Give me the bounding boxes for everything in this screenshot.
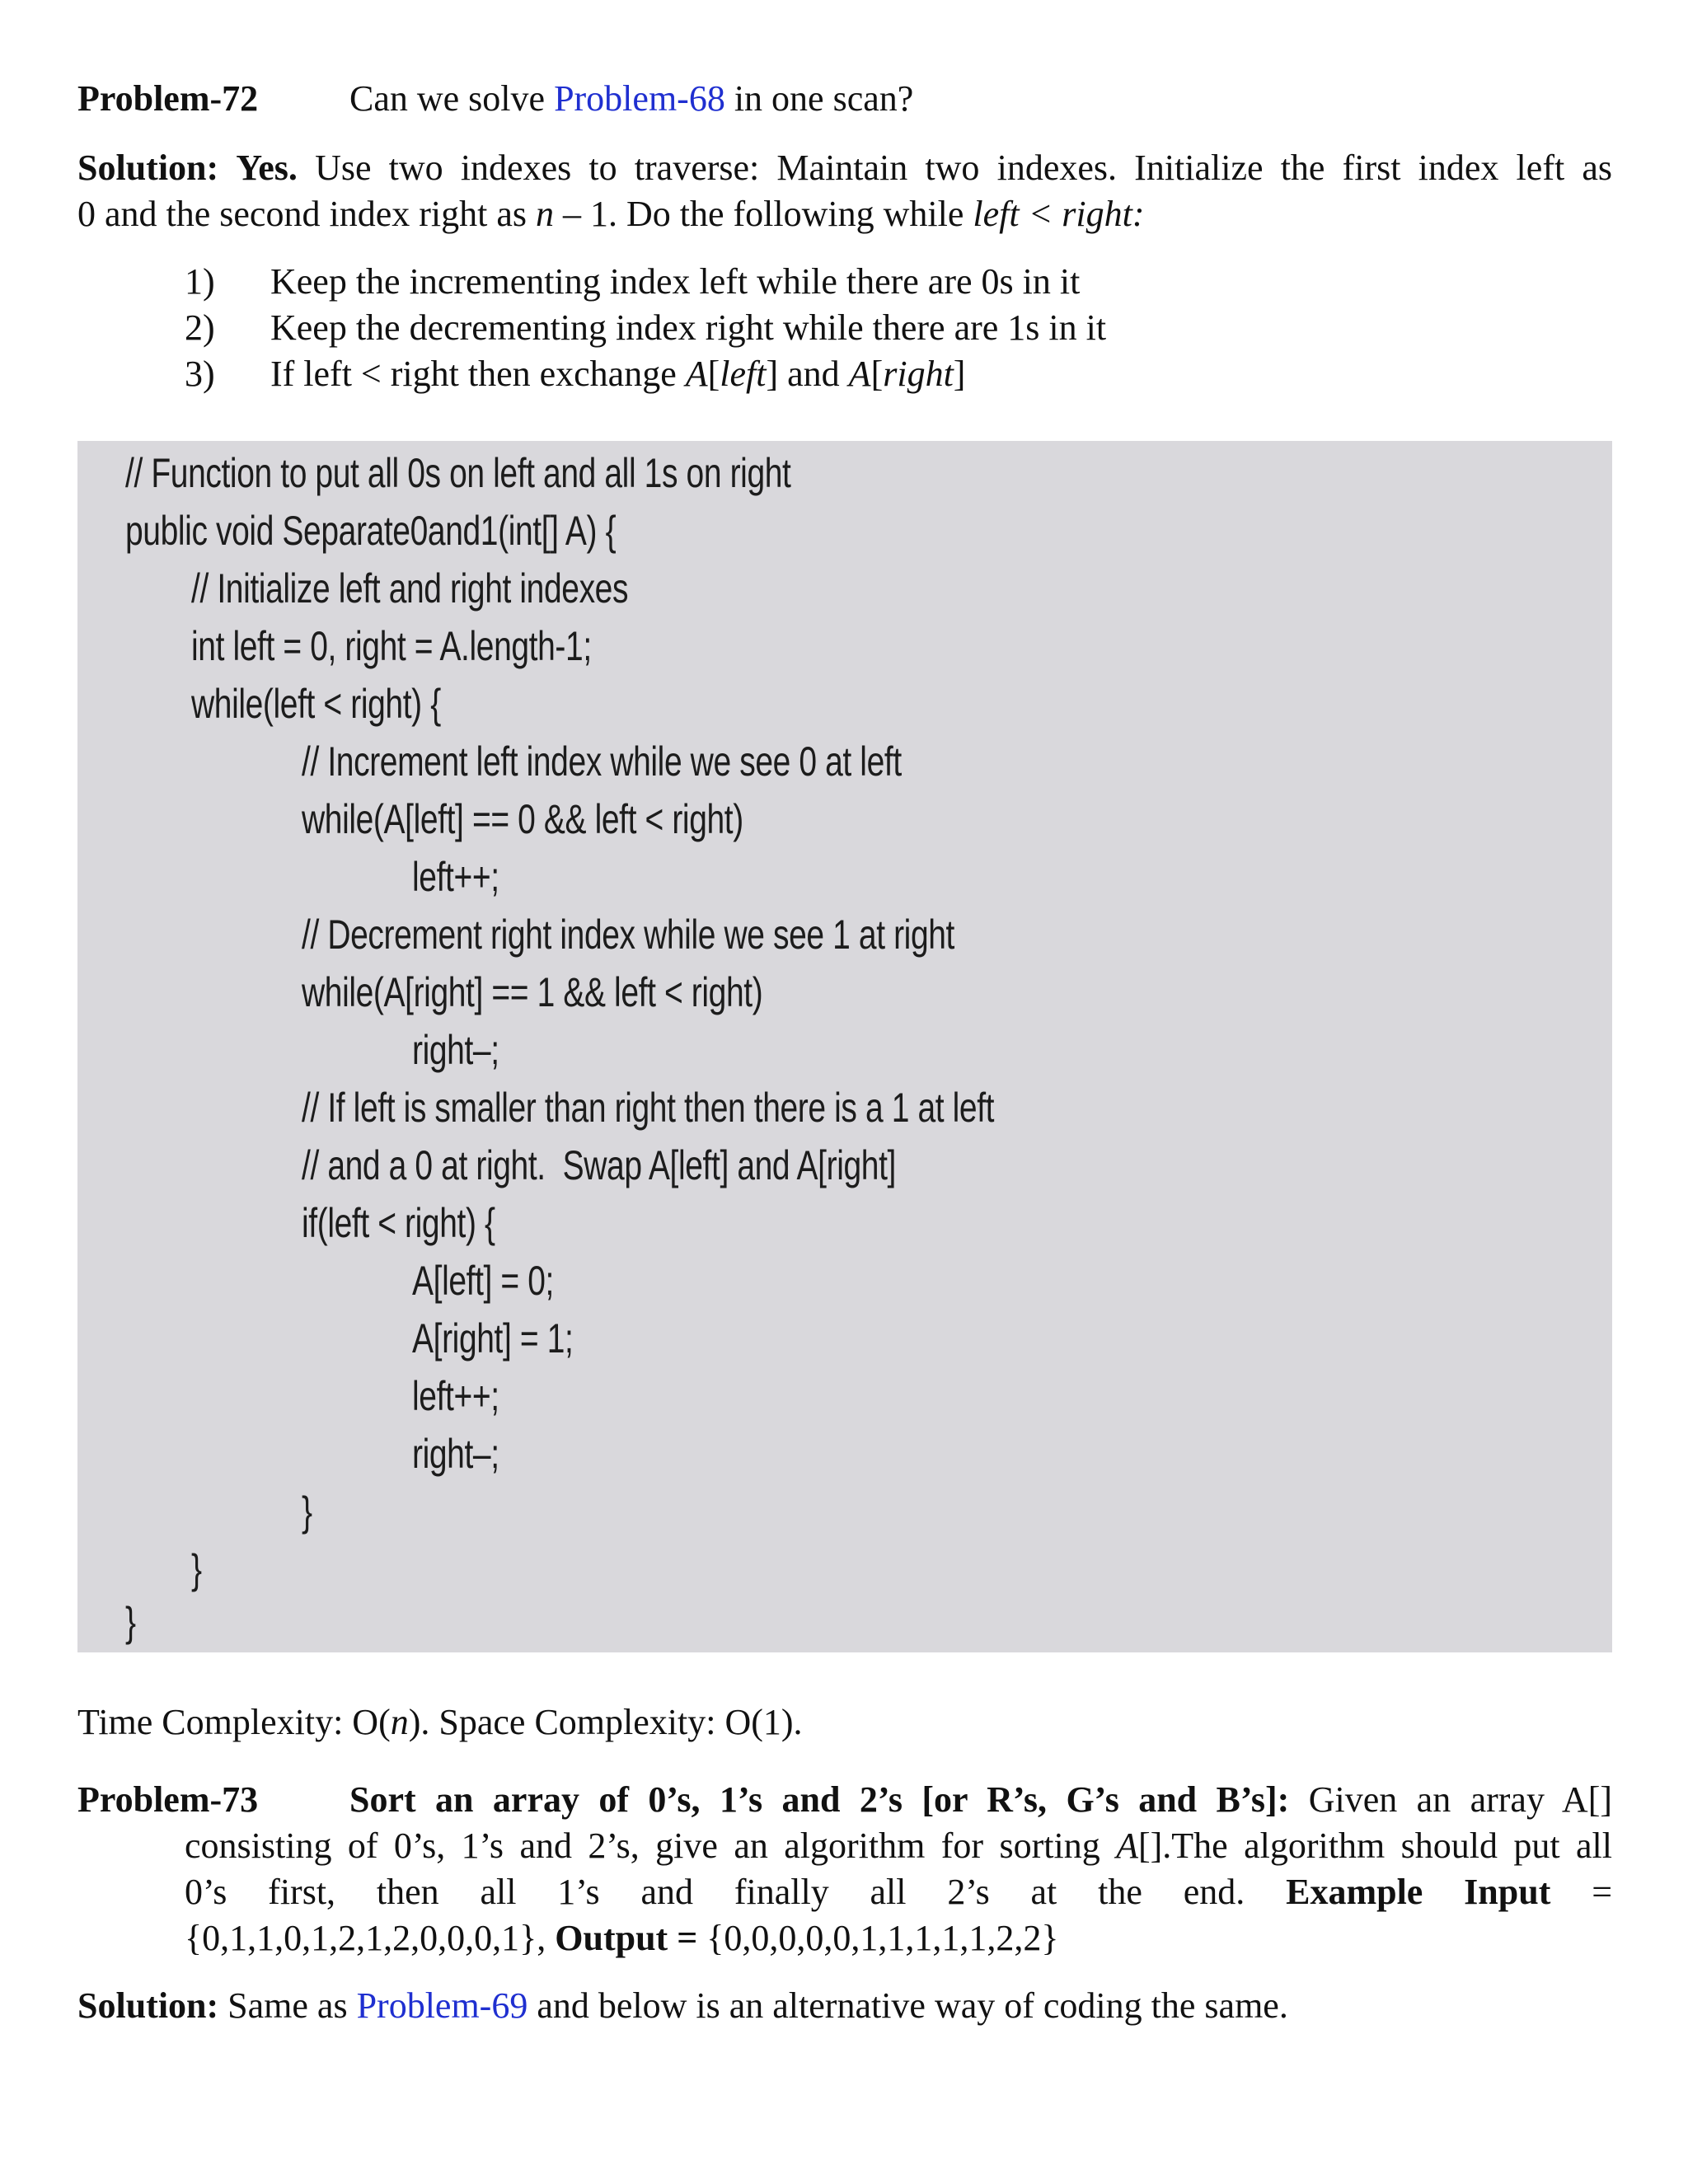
step-text: Keep the decrementing index right while there are 1s in it bbox=[270, 307, 1107, 348]
step-number: 2) bbox=[185, 307, 215, 348]
solution-text: – 1. Do the following while bbox=[553, 194, 973, 234]
code-line: } bbox=[125, 1599, 136, 1645]
step-text: Keep the incrementing index left while there are 0s in it bbox=[270, 261, 1081, 302]
bracket: [ bbox=[870, 354, 884, 394]
code-line: while(left < right) { bbox=[191, 681, 441, 727]
array-a: A bbox=[1116, 1825, 1138, 1866]
loop-condition: left < right: bbox=[973, 194, 1145, 234]
code-line: right–; bbox=[412, 1027, 499, 1073]
problem-73-text: [].The algorithm should put all bbox=[1138, 1825, 1612, 1866]
problem-73-line-1 bbox=[349, 1777, 1612, 1823]
solution-text: 0 and the second index right as bbox=[77, 194, 536, 234]
problem-73-title: Sort an array of 0’s, 1’s and 2’s [or R’s, G’s and B’s]: bbox=[349, 1779, 1290, 1820]
code-line: if(left < right) { bbox=[302, 1200, 495, 1246]
example-output-value: {0,0,0,0,0,1,1,1,1,1,2,2} bbox=[706, 1918, 1059, 1958]
code-line: // Increment left index while we see 0 at left bbox=[302, 738, 902, 785]
code-line: A[right] = 1; bbox=[412, 1315, 574, 1361]
variable-n: n bbox=[535, 194, 554, 234]
index-left: left bbox=[720, 354, 767, 394]
code-line: // Initialize left and right indexes bbox=[191, 565, 629, 612]
code-line: // Function to put all 0s on left and all 1s on right bbox=[125, 450, 791, 496]
solution-label: Solution: bbox=[77, 1985, 219, 2026]
variable-n: n bbox=[390, 1702, 409, 1742]
code-line: left++; bbox=[412, 854, 499, 900]
code-line: while(A[right] == 1 && left < right) bbox=[302, 969, 763, 1015]
array-a: A bbox=[848, 354, 871, 394]
step-number: 1) bbox=[185, 261, 215, 302]
problem-73-label: Problem-73 bbox=[77, 1779, 259, 1820]
complexity-text: Time Complexity: O( bbox=[77, 1702, 391, 1742]
code-line: left++; bbox=[412, 1373, 499, 1419]
code-line: // Decrement right index while we see 1 at right bbox=[302, 912, 955, 958]
code-line: int left = 0, right = A.length-1; bbox=[191, 623, 592, 669]
code-line: } bbox=[302, 1488, 312, 1535]
problem-68-link[interactable]: Problem-68 bbox=[554, 78, 725, 119]
bracket: ] bbox=[953, 354, 966, 394]
code-block bbox=[77, 441, 1612, 1652]
example-input-label: Example Input bbox=[1286, 1872, 1551, 1912]
example-input-value: {0,1,1,0,1,2,1,2,0,0,0,1}, bbox=[185, 1918, 546, 1958]
complexity-text: ). Space Complexity: O(1). bbox=[408, 1702, 803, 1742]
question-text: Can we solve bbox=[349, 78, 555, 119]
index-right: right bbox=[883, 354, 954, 394]
code-line: } bbox=[191, 1546, 202, 1592]
code-line: while(A[left] == 0 && left < right) bbox=[302, 796, 743, 842]
solution-72-line-2 bbox=[77, 191, 1145, 237]
complexity-line bbox=[77, 1699, 803, 1746]
problem-73-text: Given an array A[] bbox=[1308, 1779, 1613, 1820]
problem-73-line-3 bbox=[185, 1869, 1612, 1915]
solution-72-line-1 bbox=[77, 145, 1612, 191]
code-line: A[left] = 0; bbox=[412, 1258, 555, 1304]
code-line: // If left is smaller than right then there is a 1 at left bbox=[302, 1085, 995, 1131]
problem-73-text: consisting of 0’s, 1’s and 2’s, give an algorithm for sorting bbox=[185, 1825, 1117, 1866]
step-text bbox=[270, 351, 965, 397]
output-label: Output = bbox=[555, 1918, 698, 1958]
solution-text: and below is an alternative way of coding the same. bbox=[528, 1985, 1288, 2026]
solution-yes: Yes. bbox=[236, 148, 298, 188]
problem-73-text: 0’s first, then all 1’s and finally all 2’s at the end. bbox=[185, 1872, 1245, 1912]
step-text-part: ] and bbox=[766, 354, 849, 394]
step-number: 3) bbox=[185, 354, 215, 394]
question-text-end: in one scan? bbox=[724, 78, 914, 119]
problem-69-link[interactable]: Problem-69 bbox=[356, 1985, 528, 2026]
problem-73-line-4 bbox=[185, 1915, 1059, 1961]
bracket: [ bbox=[707, 354, 720, 394]
code-line: // and a 0 at right. Swap A[left] and A[right] bbox=[302, 1142, 896, 1188]
problem-72-question bbox=[349, 76, 913, 122]
solution-73-line bbox=[77, 1983, 1288, 2029]
equals-sign: = bbox=[1592, 1872, 1613, 1912]
array-a: A bbox=[685, 354, 708, 394]
problem-72-label: Problem-72 bbox=[77, 78, 259, 119]
step-text-part: If left < right then exchange bbox=[270, 354, 686, 394]
solution-text: Same as bbox=[218, 1985, 357, 2026]
solution-label: Solution: bbox=[77, 148, 219, 188]
problem-73-line-2 bbox=[185, 1823, 1612, 1869]
solution-text: Use two indexes to traverse: Maintain two indexes. Initialize the first index left as bbox=[315, 148, 1613, 188]
code-line: right–; bbox=[412, 1431, 499, 1477]
code-line: public void Separate0and1(int[] A) { bbox=[125, 508, 617, 554]
